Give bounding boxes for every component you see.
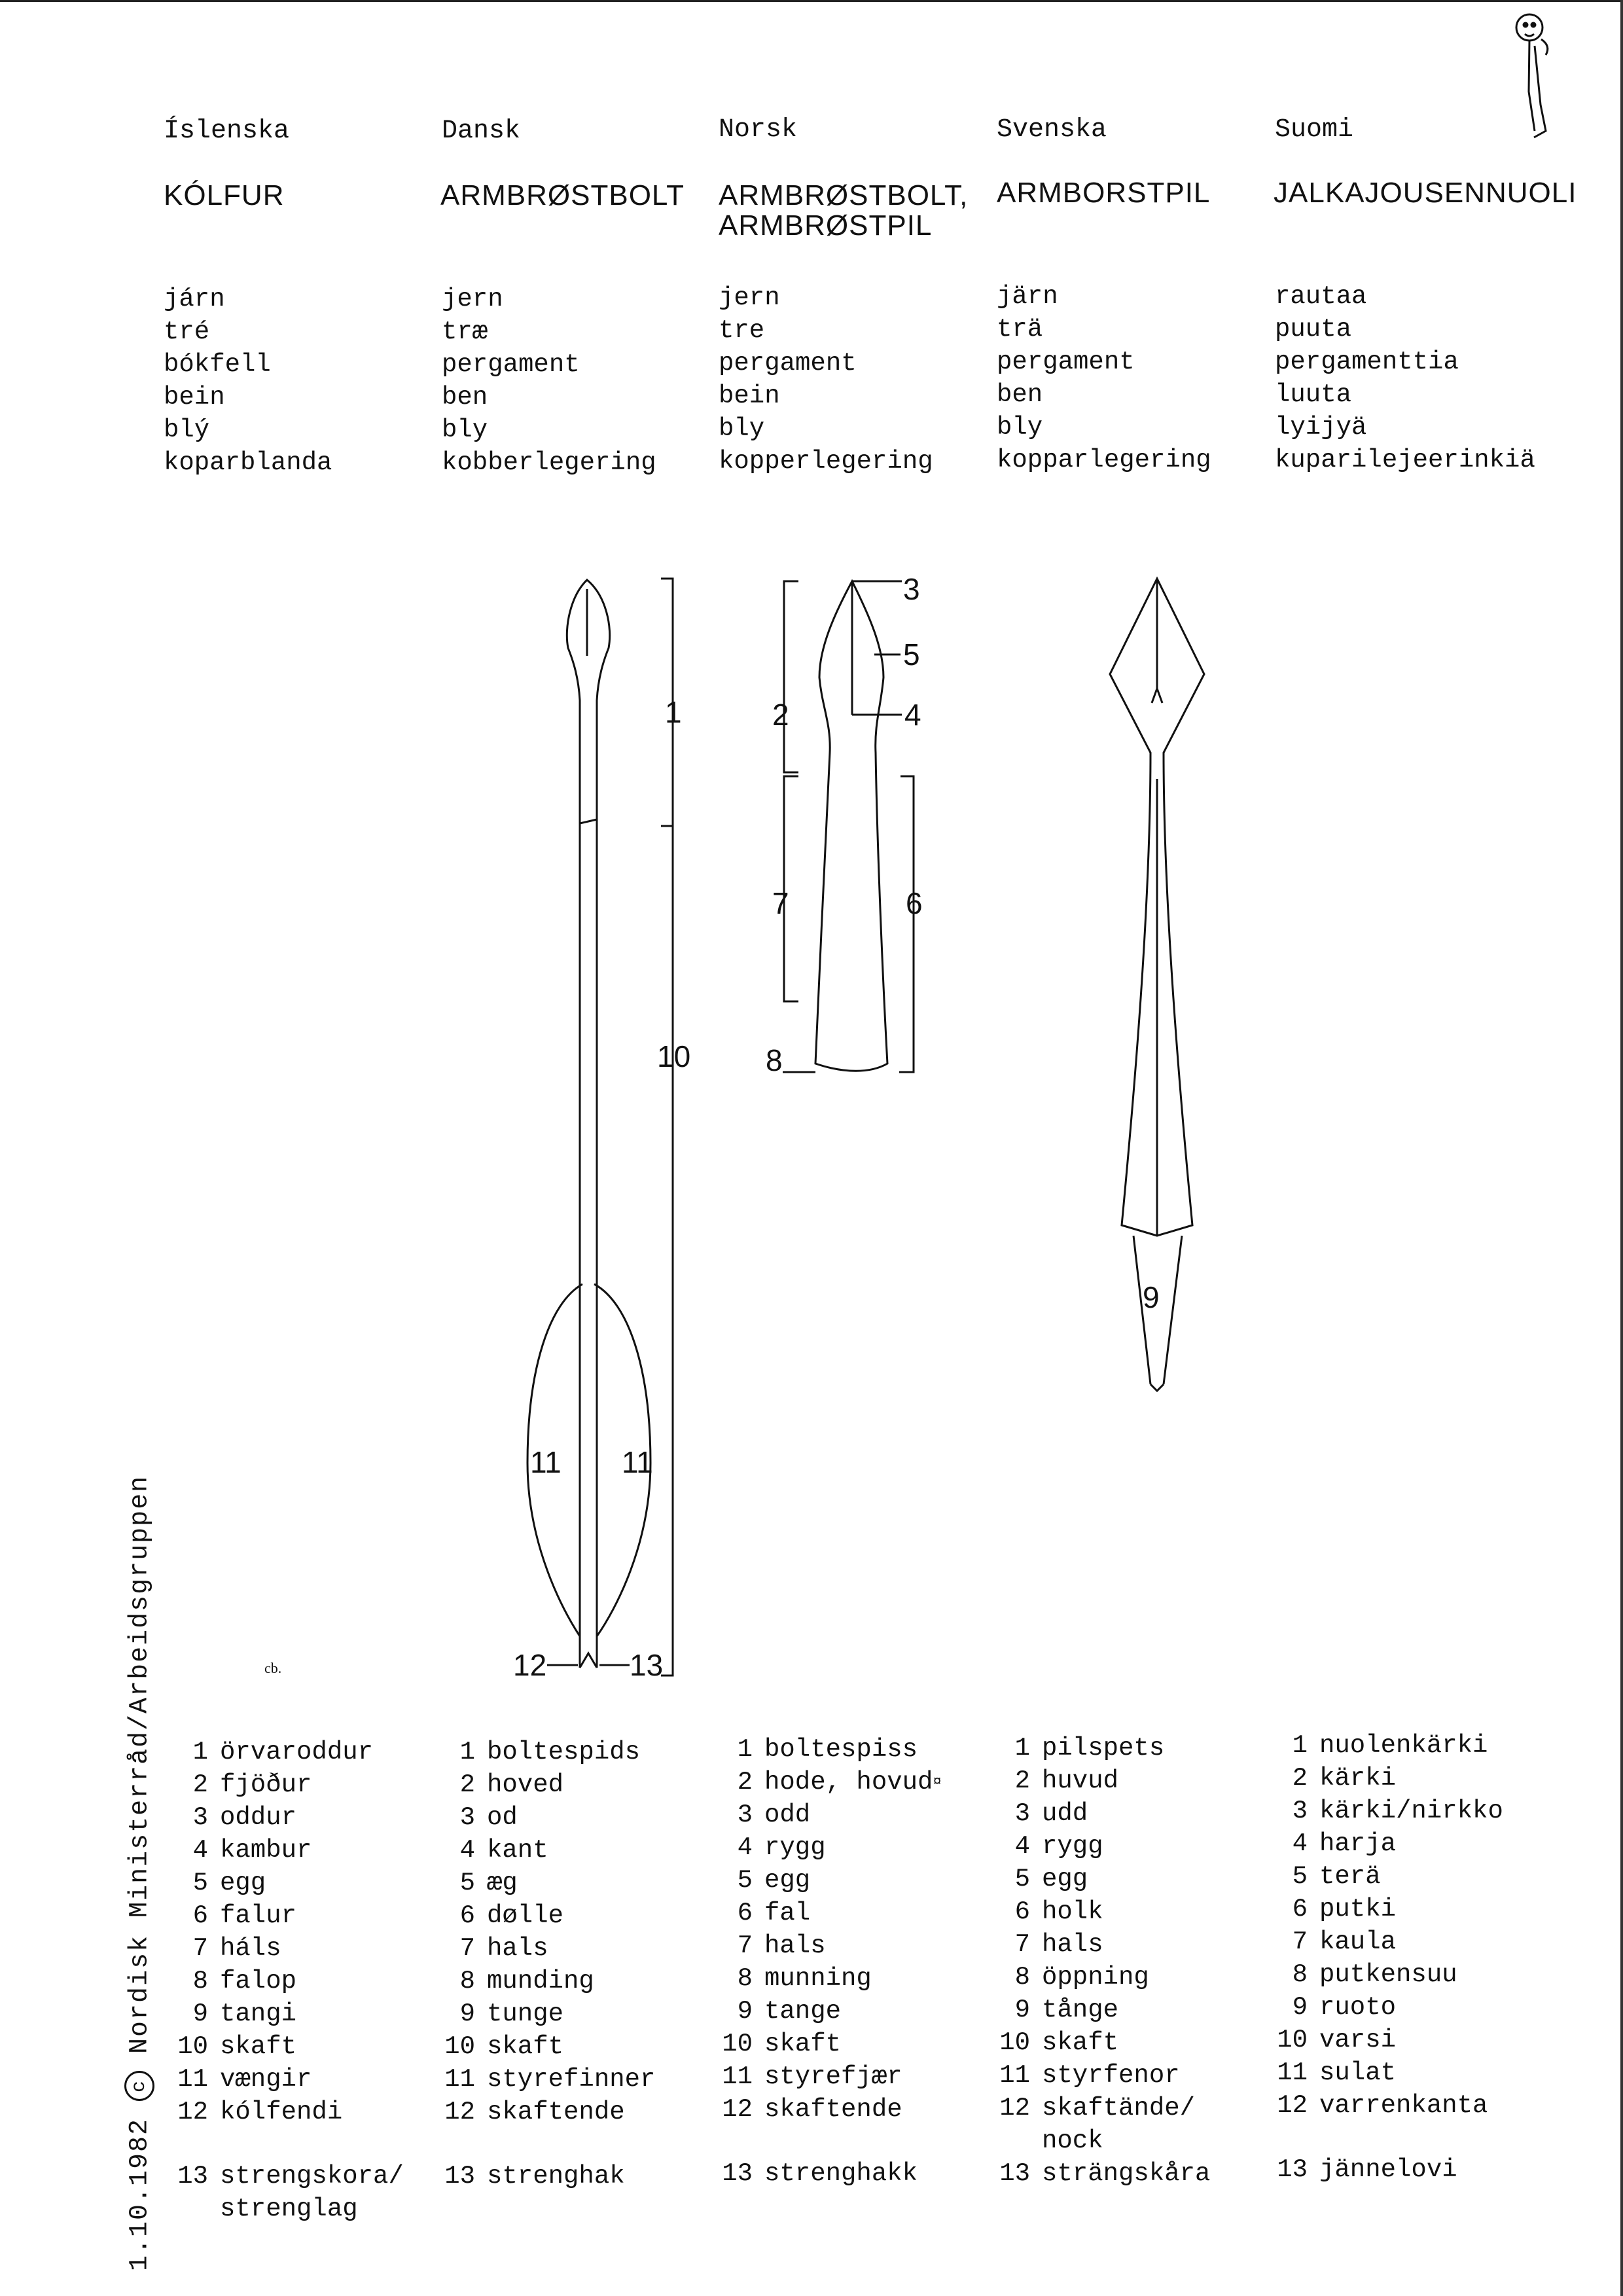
list-item: 8 falop <box>192 1967 297 1996</box>
list-item: 4 rygg <box>737 1833 826 1862</box>
list-item: 13 strenghakk <box>722 2159 918 2188</box>
term-line-2: ARMBRØSTPIL <box>719 209 933 242</box>
list-item: 6 falur <box>192 1901 297 1930</box>
term-title: JALKAJOUSENNUOLI <box>1274 177 1577 209</box>
list-item: 9 tange <box>737 1997 842 2026</box>
bolt-nock <box>580 1636 597 1668</box>
list-item: 10 skaft <box>999 2028 1119 2057</box>
material: trä <box>997 315 1043 344</box>
list-item: 12 skaftende <box>444 2098 625 2126</box>
material: kopperlegering <box>719 447 933 476</box>
material: kobberlegering <box>442 448 656 477</box>
glossary-finnish <box>1262 1729 1503 2186</box>
material: bly <box>997 413 1043 442</box>
list-item: 9 tangi <box>192 2000 297 2028</box>
language-name: Íslenska <box>164 117 290 146</box>
list-item: 11 vængir <box>177 2065 312 2094</box>
label-8: 8 <box>766 1043 783 1077</box>
bolt-socketed-head-drawing <box>783 581 914 1072</box>
list-item: 1 örvaroddur <box>192 1738 374 1767</box>
material: puuta <box>1275 315 1352 344</box>
label-10: 10 <box>657 1039 691 1073</box>
material: koparblanda <box>164 448 332 477</box>
language-name: Dansk <box>442 117 521 146</box>
list-item: 9 ruoto <box>1292 1993 1397 2022</box>
glossary-danish <box>429 1736 655 2193</box>
material: pergament <box>719 349 857 378</box>
material: pergament <box>442 350 580 379</box>
list-item: 4 rygg <box>1014 1832 1103 1861</box>
list-item: 3 od <box>459 1803 518 1832</box>
list-item: 5 egg <box>1014 1865 1088 1893</box>
footer-publisher: Nordisk Ministerråd/Arbeidsgruppen <box>125 1475 155 2054</box>
list-item: 1 nuolenkärki <box>1292 1731 1488 1760</box>
glossary-norwegian <box>707 1733 942 2190</box>
language-name: Norsk <box>719 115 798 145</box>
list-item: 3 kärki/nirkko <box>1292 1797 1503 1825</box>
list-item: 10 skaft <box>444 2032 564 2061</box>
list-item: 9 tunge <box>459 2000 564 2028</box>
glossary-swedish <box>984 1732 1210 2190</box>
list-item: 2 fjöður <box>192 1770 312 1799</box>
list-item: 6 fal <box>737 1899 811 1928</box>
list-item: 1 pilspets <box>1014 1734 1165 1763</box>
list-item: 13 strängskåra <box>999 2159 1211 2188</box>
label-6: 6 <box>906 886 923 920</box>
term-title: ARMBRØSTBOLT <box>440 179 685 211</box>
material: bly <box>442 416 488 444</box>
material: bókfell <box>164 350 271 379</box>
list-item: 11 sulat <box>1277 2058 1397 2087</box>
list-item: 7 hals <box>459 1934 548 1963</box>
bolt-full-drawing <box>527 579 673 1676</box>
material: jern <box>442 285 503 314</box>
list-item: 11 styrfenor <box>999 2061 1180 2090</box>
list-item: 9 tånge <box>1014 1996 1119 2024</box>
list-item: 13 strenghak <box>444 2162 625 2191</box>
list-item: 2 hoved <box>459 1770 564 1799</box>
material: jern <box>719 283 780 312</box>
language-name: Svenska <box>997 115 1107 145</box>
language-name: Suomi <box>1275 115 1354 145</box>
term-title: ARMBORSTPIL <box>997 177 1211 209</box>
material: bly <box>719 414 765 443</box>
list-item: 3 odd <box>737 1801 811 1829</box>
term-line-1: ARMBRØSTBOLT, <box>719 179 969 211</box>
list-item: 8 munding <box>459 1967 594 1996</box>
list-item: 7 háls <box>192 1934 281 1963</box>
bolt-shaft <box>580 819 597 1636</box>
material: lyijyä <box>1275 413 1367 442</box>
artist-signature: cb. <box>264 1660 282 1676</box>
material: rautaa <box>1275 282 1367 311</box>
label-4: 4 <box>904 698 921 732</box>
list-item: 8 munning <box>737 1964 872 1993</box>
list-item: 2 kärki <box>1292 1764 1397 1793</box>
material: tre <box>719 316 765 345</box>
material: bein <box>719 382 780 410</box>
list-item: 1 boltespiss <box>737 1735 918 1764</box>
list-item: 6 putki <box>1292 1895 1397 1924</box>
list-item: 7 kaula <box>1292 1928 1397 1956</box>
list-item: 4 harja <box>1292 1829 1397 1858</box>
term-title: KÓLFUR <box>164 179 285 211</box>
list-item: 5 æg <box>459 1869 518 1897</box>
list-item: 2 hode, hovud ¤ <box>737 1768 942 1797</box>
label-9: 9 <box>1143 1280 1160 1314</box>
list-item: 6 dølle <box>459 1901 564 1930</box>
material: pergament <box>997 348 1135 376</box>
label-2: 2 <box>772 698 789 732</box>
list-item: 10 skaft <box>177 2032 297 2061</box>
list-item: 12 skaftände/ nock <box>999 2094 1196 2155</box>
material: järn <box>997 282 1058 311</box>
material: kuparilejeerinkiä <box>1275 446 1535 475</box>
copyright-icon: c <box>124 2071 154 2101</box>
material: kopparlegering <box>997 446 1211 475</box>
material: træ <box>442 317 488 346</box>
material: ben <box>442 383 488 412</box>
bolt-tanged-head-drawing <box>1110 579 1204 1391</box>
label-12: 12 <box>513 1648 547 1682</box>
bolt-head <box>567 580 609 823</box>
glossary-icelandic <box>162 1736 404 2225</box>
list-item: 11 styrefjær <box>722 2062 902 2091</box>
list-item: 8 putkensuu <box>1292 1960 1457 1989</box>
material: bein <box>164 383 225 412</box>
label-1: 1 <box>665 695 682 729</box>
list-item: 13 jännelovi <box>1277 2155 1457 2184</box>
vertical-footer <box>124 1475 155 2271</box>
doodle-figure <box>1516 14 1548 137</box>
label-13: 13 <box>630 1648 664 1682</box>
list-item: 1 boltespids <box>459 1738 641 1767</box>
list-item: 11 styrefinner <box>444 2065 656 2094</box>
footer-date: 1.10.1982 <box>125 2117 155 2271</box>
list-item: 3 oddur <box>192 1803 297 1832</box>
list-item: 5 terä <box>1292 1862 1381 1891</box>
label-5: 5 <box>903 637 920 672</box>
material: blý <box>164 416 210 444</box>
list-item: 12 skaftende <box>722 2095 902 2124</box>
material: pergamenttia <box>1275 348 1459 376</box>
list-item: 12 kólfendi <box>177 2098 343 2126</box>
list-item: 12 varrenkanta <box>1277 2091 1488 2120</box>
list-item: 4 kant <box>459 1836 548 1865</box>
list-item: 6 holk <box>1014 1897 1103 1926</box>
list-item: 3 udd <box>1014 1799 1088 1828</box>
label-11-right: 11 <box>622 1445 653 1479</box>
list-item: 5 egg <box>737 1866 811 1895</box>
label-11-left: 11 <box>530 1445 562 1479</box>
list-item: 10 varsi <box>1277 2026 1397 2054</box>
list-item: 13 strengskora/ strenglag <box>177 2162 404 2223</box>
list-item: 2 huvud <box>1014 1767 1119 1795</box>
list-item: 5 egg <box>192 1869 266 1897</box>
material: luuta <box>1275 380 1352 409</box>
list-item: 7 hals <box>737 1931 826 1960</box>
material: járn <box>164 285 225 314</box>
label-3: 3 <box>903 572 920 606</box>
label-7: 7 <box>772 886 789 920</box>
list-item: 4 kambur <box>192 1836 312 1865</box>
material: ben <box>997 380 1043 409</box>
list-item: 8 öppning <box>1014 1963 1149 1992</box>
list-item: 7 hals <box>1014 1930 1103 1959</box>
list-item: 10 skaft <box>722 2030 842 2058</box>
material: tré <box>164 317 210 346</box>
